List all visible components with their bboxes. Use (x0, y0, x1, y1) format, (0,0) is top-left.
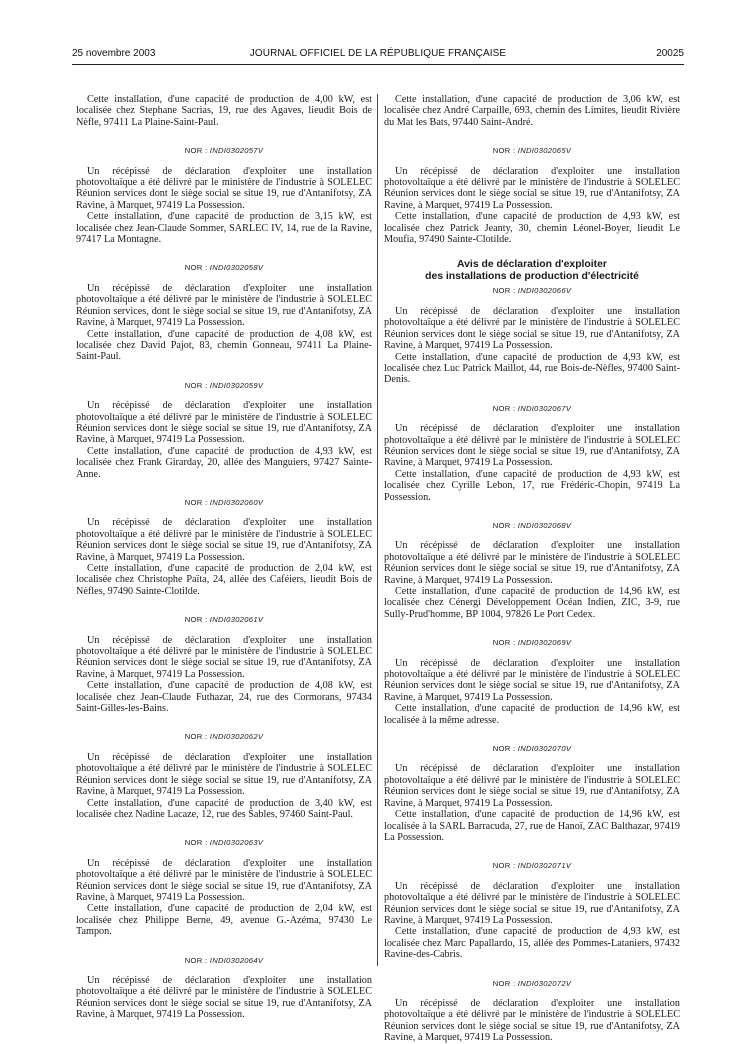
nor-code: INDI0302057V (209, 146, 264, 156)
section-heading-line: des installations de production d'électricité (425, 270, 639, 282)
entry (384, 743, 680, 843)
nor-code: INDI0302067V (517, 403, 572, 413)
installation-paragraph: Cette installation, d'une capacité de production de 4,93 kW, est localisée chez Frank Girarday, 20, allée des Manguiers, 97427 Sainte-Anne. (76, 445, 372, 480)
entry (76, 497, 372, 597)
nor-reference (76, 731, 372, 742)
entry (384, 403, 680, 503)
header-date: 25 novembre 2003 (72, 48, 156, 59)
installation-paragraph: Cette installation, d'une capacité de production de 4,93 kW, est localisée chez Luc Patrick Maillot, 44, rue Bois-de-Nèfles, 97400 Saint-Denis. (384, 351, 680, 386)
column-divider (377, 94, 378, 966)
nor-label: NOR : (492, 286, 516, 296)
nor-label: NOR : (184, 263, 208, 273)
recepisse-paragraph: Un récépissé de déclaration d'exploiter une installation photovoltaïque a été délivré par le ministère de l'industrie à SOLELEC Réunion services dont le siège social se situe 19, rue d'Antanifotsy, ZA Ravine, à Marquet, 97419 La Possession. (76, 517, 372, 563)
nor-code: INDI0302059V (209, 380, 264, 390)
entry (384, 520, 680, 620)
nor-code: INDI0302069V (517, 638, 572, 648)
lead-paragraph: Cette installation, d'une capacité de production de 3,06 kW, est localisée chez André Carpaille, 693, chemin des Limites, lieudit Rivière du Mat les Bats, 97440 Saint-André. (384, 94, 680, 128)
nor-reference (384, 860, 680, 871)
entry (384, 860, 680, 960)
nor-code: INDI0302064V (209, 955, 264, 965)
nor-code: INDI0302060V (209, 497, 264, 507)
section-heading (384, 259, 680, 282)
recepisse-paragraph: Un récépissé de déclaration d'exploiter une installation photovoltaïque a été délivré par le ministère de l'industrie à SOLELEC Réunion services dont le siège social se situe 19, rue d'Antanifotsy, ZA Ravine, à Marquet, 97419 La Possession. (76, 634, 372, 680)
installation-paragraph: Cette installation, d'une capacité de production de 2,04 kW, est localisée chez Christophe Païta, 24, allée des Caféiers, lieudit Bois de Nèfles, 97490 Sainte-Clotilde. (76, 563, 372, 597)
nor-label: NOR : (492, 403, 516, 413)
nor-code: INDI0302066V (517, 286, 572, 296)
entry (76, 837, 372, 937)
entry (76, 955, 372, 1021)
header-title: JOURNAL OFFICIEL DE LA RÉPUBLIQUE FRANÇAISE (249, 48, 507, 59)
nor-label: NOR : (184, 146, 208, 156)
nor-code: INDI0302062V (209, 732, 264, 742)
nor-label: NOR : (184, 380, 208, 390)
nor-reference (76, 837, 372, 848)
nor-reference (76, 955, 372, 966)
entry (76, 614, 372, 714)
left-column (76, 94, 372, 1021)
entry (384, 637, 680, 726)
recepisse-paragraph: Un récépissé de déclaration d'exploiter une installation photovoltaïque a été délivré par le ministère de l'industrie à SOLELEC Réunion services dont le siège social se situe 19, rue d'Antanifotsy, ZA Ravine, à Marquet, 97419 La Possession. (76, 400, 372, 446)
recepisse-paragraph: Un récépissé de déclaration d'exploiter une installation photovoltaïque a été délivré par le ministère de l'industrie à SOLELEC Réunion services dont le siège social se situe 19, rue d'Antanifotsy, ZA Ravine, à Marquet, 97419 La Possession. (76, 857, 372, 903)
nor-reference (384, 403, 680, 414)
nor-label: NOR : (492, 978, 516, 988)
recepisse-paragraph: Un récépissé de déclaration d'exploiter une installation photovoltaïque a été délivré par le ministère de l'industrie à SOLELEC Réunion services dont le siège social se situe 19, rue d'Antanifotsy, ZA Ravine, à Marquet, 97419 La Possession. (384, 305, 680, 352)
installation-paragraph: Cette installation, d'une capacité de production de 4,08 kW, est localisée chez Jean-Claude Futhazar, 24, rue des Cormorans, 97434 Saint-Gilles-les-Bains. (76, 680, 372, 715)
nor-label: NOR : (492, 744, 516, 754)
nor-reference (384, 637, 680, 648)
recepisse-paragraph: Un récépissé de déclaration d'exploiter une installation photovoltaïque a été délivré par le ministère de l'industrie à SOLELEC Réunion services dont le siège social se situe 19, rue d'Antanifotsy, ZA Ravine, à Marquet, 97419 La Possession. (384, 997, 680, 1044)
right-column (384, 94, 680, 1044)
nor-label: NOR : (492, 638, 516, 648)
nor-reference (76, 145, 372, 156)
installation-paragraph: Cette installation, d'une capacité de production de 3,40 kW, est localisée chez Nadine Lacaze, 12, rue des Sables, 97460 Saint-Paul. (76, 797, 372, 820)
installation-paragraph: Cette installation, d'une capacité de production de 14,96 kW, est localisée à la même adresse. (384, 703, 680, 726)
entry (384, 285, 680, 385)
recepisse-paragraph: Un récépissé de déclaration d'exploiter une installation photovoltaïque a été délivré par le ministère de l'industrie à SOLELEC Réunion services dont le siège social se situe 19, rue d'Antanifotsy, ZA Ravine, à Marquet, 97419 La Possession. (76, 751, 372, 798)
recepisse-paragraph: Un récépissé de déclaration d'exploiter une installation photovoltaïque a été délivré par le ministère de l'industrie à SOLELEC Réunion services dont le siège social se situe 19, rue d'Antanifotsy, ZA Ravine, à Marquet, 97419 La Possession. (384, 657, 680, 703)
installation-paragraph: Cette installation, d'une capacité de production de 4,93 kW, est localisée chez Cyrille Lebon, 17, rue Frédéric-Chopin, 97419 La Possession. (384, 468, 680, 503)
nor-reference (76, 380, 372, 391)
entry (76, 731, 372, 820)
nor-reference (384, 743, 680, 754)
entry (76, 262, 372, 362)
entry (76, 145, 372, 245)
entry (76, 380, 372, 480)
recepisse-paragraph: Un récépissé de déclaration d'exploiter une installation photovoltaïque a été délivré par le ministère de l'industrie à SOLELEC Réunion services dont le siège social se situe 19, rue d'Antanifotsy, ZA Ravine, à Marquet, 97419 La Possession. (384, 423, 680, 469)
recepisse-paragraph: Un récépissé de déclaration d'exploiter une installation photovoltaïque a été délivré par le ministère de l'industrie à SOLELEC Réunion services dont le siège social se situe 19, rue d'Antanifotsy, ZA Ravine, à Marquet, 97419 La Possession. (76, 974, 372, 1021)
nor-reference (76, 262, 372, 273)
entry (384, 145, 680, 245)
installation-paragraph: Cette installation, d'une capacité de production de 14,96 kW, est localisée chez Cénergi Développement Océan Indien, ZIC, 3-9, rue Sully-Prud'homme, BP 1004, 97826 Le Port Cedex. (384, 586, 680, 620)
nor-label: NOR : (492, 861, 516, 871)
nor-code: INDI0302072V (517, 978, 572, 988)
recepisse-paragraph: Un récépissé de déclaration d'exploiter une installation photovoltaïque a été délivré par le ministère de l'industrie à SOLELEC Réunion services dont le siège social se situe 19, rue d'Antanifotsy, ZA Ravine, à Marquet, 97419 La Possession. (384, 763, 680, 809)
installation-paragraph: Cette installation, d'une capacité de production de 4,93 kW, est localisée chez Patrick Jeanty, 30, chemin Léonel-Boyer, lieudit Le Moufia, 97490 Sainte-Clotilde. (384, 211, 680, 246)
nor-reference (384, 145, 680, 156)
nor-code: INDI0302068V (517, 520, 572, 530)
recepisse-paragraph: Un récépissé de déclaration d'exploiter une installation photovoltaïque a été délivré par le ministère de l'industrie à SOLELEC Réunion services dont le siège social se situe 19, rue d'Antanifotsy, ZA Ravine, à Marquet, 97419 La Possession. (76, 165, 372, 211)
page-header (72, 46, 684, 62)
nor-code: INDI0302061V (209, 615, 264, 625)
recepisse-paragraph: Un récépissé de déclaration d'exploiter une installation photovoltaïque a été délivré par le ministère de l'industrie à SOLELEC Réunion services dont le siège social se situe 19, rue d'Antanifotsy, ZA Ravine, à Marquet, 97419 La Possession. (384, 880, 680, 926)
nor-label: NOR : (184, 955, 208, 965)
nor-label: NOR : (184, 615, 208, 625)
section-heading-line: Avis de déclaration d'exploiter (457, 259, 607, 271)
recepisse-paragraph: Un récépissé de déclaration d'exploiter une installation photovoltaïque a été délivré par le ministère de l'industrie à SOLELEC Réunion services dont le siège social se situe 19, rue d'Antanifotsy, ZA Ravine, à Marquet, 97419 La Possession. (384, 540, 680, 586)
nor-code: INDI0302070V (517, 744, 572, 754)
nor-label: NOR : (184, 838, 208, 848)
lead-paragraph: Cette installation, d'une capacité de production de 4,00 kW, est localisée chez Stephane Sacrias, 19, rue des Agaves, lieudit Bois de Nèfle, 97411 La Plaine-Saint-Paul. (76, 94, 372, 128)
entry (384, 978, 680, 1044)
nor-reference (76, 497, 372, 508)
nor-label: NOR : (492, 520, 516, 530)
nor-code: INDI0302063V (209, 838, 264, 848)
nor-reference (76, 614, 372, 625)
nor-label: NOR : (184, 732, 208, 742)
nor-reference (384, 285, 680, 296)
header-rule (72, 64, 684, 65)
installation-paragraph: Cette installation, d'une capacité de production de 4,93 kW, est localisée chez Marc Papallardo, 15, allée des Pommes-Lataniers, 97432 Ravine-des-Cabris. (384, 926, 680, 961)
recepisse-paragraph: Un récépissé de déclaration d'exploiter une installation photovoltaïque a été délivré par le ministère de l'industrie à SOLELEC Réunion services dont le siège social se situe 19, rue d'Antanifotsy, ZA Ravine, à Marquet, 97419 La Possession. (384, 165, 680, 211)
installation-paragraph: Cette installation, d'une capacité de production de 3,15 kW, est localisée chez Jean-Claude Sommer, SARLEC IV, 14, rue de la Ravine, 97417 La Montagne. (76, 211, 372, 246)
installation-paragraph: Cette installation, d'une capacité de production de 2,04 kW, est localisée chez Philippe Berne, 49, avenue G.-Azéma, 97430 Le Tampon. (76, 903, 372, 938)
nor-code: INDI0302058V (209, 263, 264, 273)
recepisse-paragraph: Un récépissé de déclaration d'exploiter une installation photovoltaïque a été délivré par le ministère de l'industrie à SOLELEC Réunion services, dont le siège social se situe 19, rue d'Antanifotsy, ZA Ravine, à Marquet, 97419 La Possession. (76, 282, 372, 329)
nor-reference (384, 978, 680, 989)
nor-label: NOR : (184, 497, 208, 507)
nor-code: INDI0302071V (517, 861, 572, 871)
installation-paragraph: Cette installation, d'une capacité de production de 4,08 kW, est localisée chez David Pajot, 83, chemin Gonneau, 97411 La Plaine-Saint-Paul. (76, 328, 372, 363)
nor-label: NOR : (492, 146, 516, 156)
installation-paragraph: Cette installation, d'une capacité de production de 14,96 kW, est localisée à la SARL Barracuda, 27, rue de Hanoï, ZAC Balthazar, 97419 La Possession. (384, 809, 680, 843)
nor-reference (384, 520, 680, 531)
header-page-number: 20025 (656, 48, 684, 59)
nor-code: INDI0302065V (517, 146, 572, 156)
